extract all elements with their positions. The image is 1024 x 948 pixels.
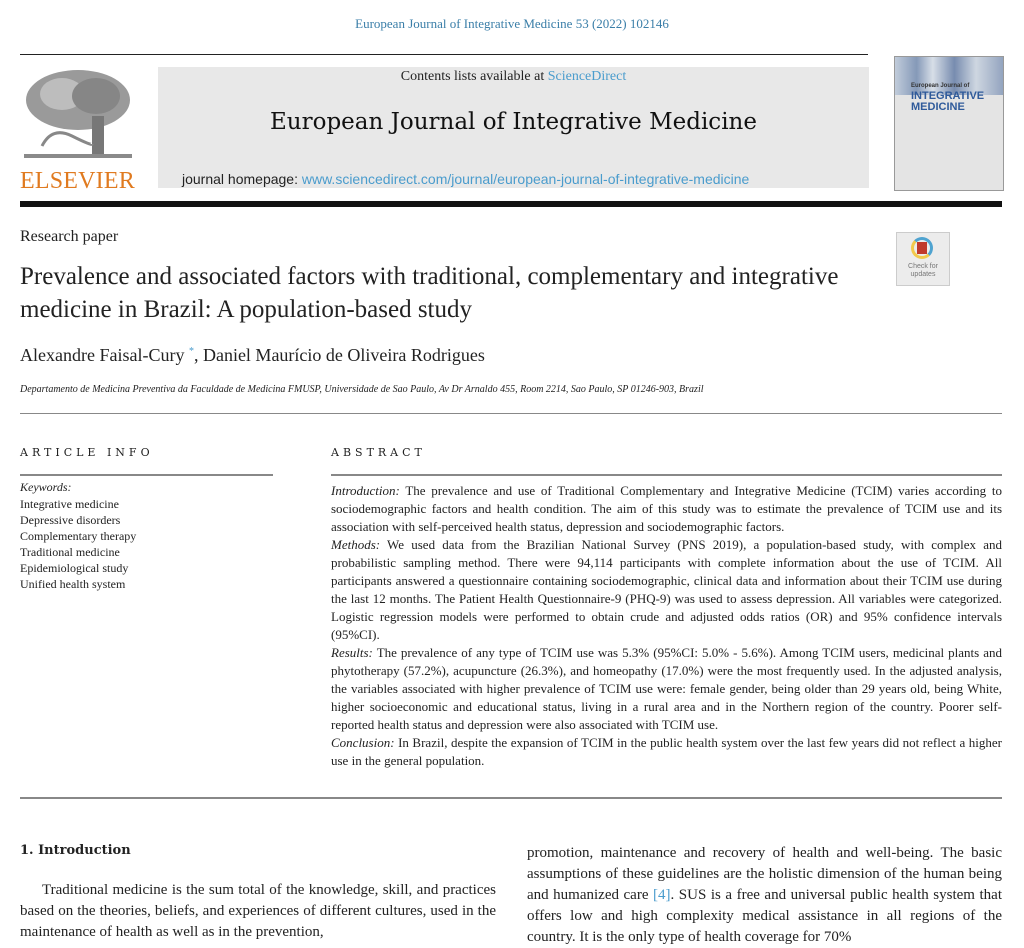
elsevier-logo[interactable] bbox=[20, 66, 136, 196]
cover-title-line2: MEDICINE bbox=[911, 101, 965, 113]
abstract-text: We used data from the Brazilian National Survey (PNS 2019), a population-based study, with complex and probabilistic sampling method. There were 94,114 participants with complete information about the use of TCIM. All participants answered a questionnaire containing sociodemographic, clinical data and information about their TCIM use during the last 12 months. The Patient Health Questionnaire-9 (PHQ-9) was used to assess depression. All variables were categorized. Logistic regression models were performed to obtain crude and adjusted odds ratios (OR) and 95% confidence intervals (95%CI). bbox=[331, 537, 1002, 642]
check-for-updates-button[interactable] bbox=[896, 232, 950, 286]
header-thick-rule bbox=[20, 201, 1002, 207]
abstract-label: Results: bbox=[331, 645, 373, 660]
abstract-introduction bbox=[331, 482, 1002, 536]
cover-title bbox=[911, 91, 984, 113]
author-list bbox=[20, 345, 485, 366]
body-text: promotion, maintenance and recovery of health and well-being. The basic assumptions of these guidelines are the holistic dimension of the human being and humanized care bbox=[527, 845, 1002, 903]
cover-title-line1: INTEGRATIVE bbox=[911, 90, 985, 102]
abstract-text: In Brazil, despite the expansion of TCIM in the public health system over the last few years did not reflect a higher use in the general population. bbox=[331, 735, 1002, 768]
homepage-line bbox=[182, 171, 749, 187]
tree-icon bbox=[22, 66, 134, 166]
abstract-label: Introduction: bbox=[331, 483, 400, 498]
publisher-name: ELSEVIER bbox=[20, 168, 135, 194]
section-heading: 1. Introduction bbox=[20, 843, 131, 858]
article-title: Prevalence and associated factors with traditional, complementary and integrative medicine in Brazil: A population-based study bbox=[20, 263, 839, 323]
sciencedirect-link[interactable]: ScienceDirect bbox=[547, 69, 627, 84]
affiliation: Departamento de Medicina Preventiva da Faculdade de Medicina FMUSP, Universidade de Sao Paulo, Av Dr Arnaldo 455, Room 2214, Sao Paulo, SP 01246-903, Brazil bbox=[20, 384, 704, 395]
abstract-body bbox=[331, 482, 1002, 770]
corresponding-author-mark[interactable]: * bbox=[188, 346, 194, 357]
divider bbox=[20, 474, 273, 476]
journal-cover[interactable] bbox=[894, 56, 1004, 191]
crossmark-label bbox=[897, 263, 949, 279]
homepage-prefix: journal homepage: bbox=[182, 171, 302, 187]
divider bbox=[331, 474, 1002, 476]
bookmark-icon bbox=[917, 242, 927, 254]
contents-prefix: Contents lists available at bbox=[400, 69, 548, 84]
crossmark-label-line1: Check for bbox=[908, 263, 938, 270]
abstract-conclusion bbox=[331, 734, 1002, 770]
keyword: Complementary therapy bbox=[20, 529, 137, 543]
keyword: Traditional medicine bbox=[20, 545, 120, 559]
keyword: Integrative medicine bbox=[20, 497, 119, 511]
homepage-link[interactable]: www.sciencedirect.com/journal/european-journal-of-integrative-medicine bbox=[301, 171, 750, 187]
keyword-list bbox=[20, 496, 136, 592]
author-name[interactable]: Alexandre Faisal-Cury bbox=[20, 345, 185, 365]
abstract-methods bbox=[331, 536, 1002, 644]
abstract-label: Conclusion: bbox=[331, 735, 395, 750]
body-text: . SUS is a free and universal public health system that offers low and high complexity medical assistance in all regions of the country. It is the only type of health coverage for 70% bbox=[527, 887, 1002, 945]
journal-banner bbox=[158, 67, 869, 188]
author-name[interactable]: , Daniel Maurício de Oliveira Rodrigues bbox=[193, 345, 485, 365]
journal-citation: European Journal of Integrative Medicine 53 (2022) 102146 bbox=[355, 16, 669, 31]
body-text-right bbox=[527, 843, 1002, 948]
article-info-heading: ARTICLE INFO bbox=[20, 446, 154, 459]
header-rule bbox=[20, 54, 868, 55]
crossmark-label-line2: updates bbox=[910, 271, 936, 278]
body-text-left: Traditional medicine is the sum total of the knowledge, skill, and practices based on the theories, beliefs, and experiences of different cultures, used in the maintenance of health as well as in the prevention, bbox=[20, 882, 496, 940]
abstract-results bbox=[331, 644, 1002, 734]
keywords-label: Keywords: bbox=[20, 480, 72, 494]
journal-title: European Journal of Integrative Medicine bbox=[270, 109, 757, 135]
divider bbox=[20, 797, 1002, 799]
abstract-label: Methods: bbox=[331, 537, 381, 552]
keyword: Epidemiological study bbox=[20, 561, 129, 575]
keyword: Unified health system bbox=[20, 577, 126, 591]
abstract-heading: ABSTRACT bbox=[331, 446, 426, 459]
cover-subtitle: European Journal of bbox=[911, 83, 970, 89]
abstract-text: The prevalence and use of Traditional Complementary and Integrative Medicine (TCIM) varies according to sociodemographic factors and health condition. The aim of this study was to estimate the prevalence of TCIM use and its association with self-perceived health status, depression and sociodemographic factors. bbox=[331, 483, 1002, 534]
article-type: Research paper bbox=[20, 228, 119, 245]
contents-line bbox=[158, 69, 869, 85]
divider bbox=[20, 413, 1002, 414]
keyword: Depressive disorders bbox=[20, 513, 121, 527]
reference-link[interactable]: [4] bbox=[653, 887, 671, 903]
abstract-text: The prevalence of any type of TCIM use was 5.3% (95%CI: 5.0% - 5.6%). Among TCIM users, medicinal plants and phytotherapy (57.2%), acupuncture (26.3%), and homeopathy (17.0%) were the most frequently used. In the adjusted analysis, the variables associated with higher prevalence of TCIM use were: female gender, being older than 29 years old, being White, higher socioeconomic and educational status, living in a rural area and in the Northern region of the country. Poorer self-reported health status and depression were also associated with TCIM use. bbox=[331, 645, 1002, 732]
